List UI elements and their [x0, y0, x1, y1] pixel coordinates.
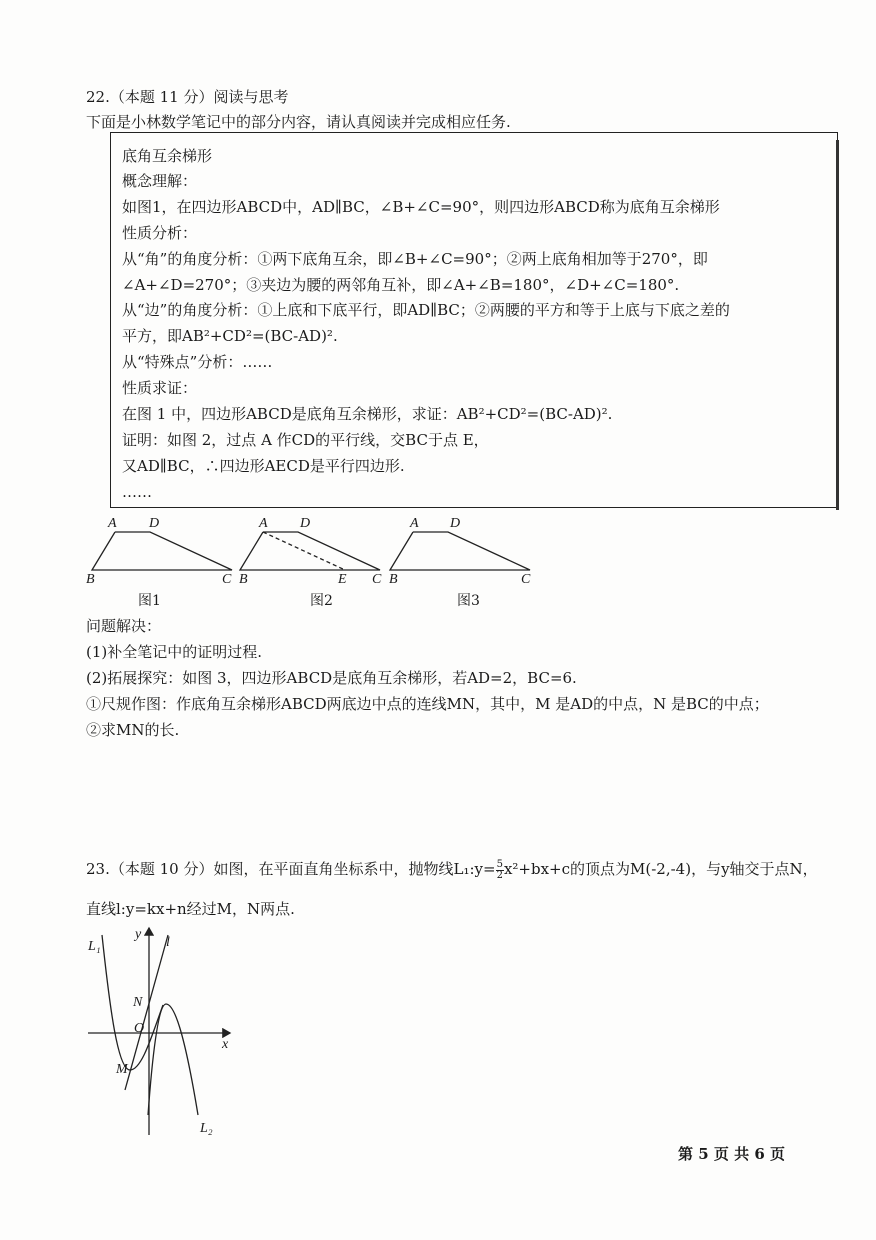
fig1-label-B: B: [86, 572, 95, 587]
label-N: N: [133, 995, 143, 1010]
line-l: [125, 935, 168, 1090]
note-line: 性质求证：: [122, 379, 198, 397]
figure-2-caption: 图2: [310, 593, 333, 609]
q23-graph: [80, 920, 250, 1145]
figure-3-trapezoid: [390, 532, 530, 570]
task-line: 问题解决：: [86, 617, 162, 635]
figure-2-trapezoid: [240, 532, 380, 570]
label-O: O: [134, 1021, 145, 1036]
label-x: x: [222, 1037, 229, 1052]
fig1-label-C: C: [222, 572, 232, 587]
label-l: l: [166, 935, 170, 950]
fig3-label-C: C: [521, 572, 531, 587]
fig3-label-B: B: [389, 572, 398, 587]
note-line: 性质分析：: [122, 224, 198, 242]
label-L1: L₁: [88, 939, 101, 954]
figure-1-trapezoid: [92, 532, 232, 570]
task-line: ①尺规作图：作底角互余梯形ABCD两底边中点的连线MN，其中，M 是AD的中点，N 是BC的中点；: [86, 695, 769, 713]
page-footer: 第 5 页 共 6 页: [678, 1145, 785, 1163]
task-line: ②求MN的长.: [86, 721, 180, 739]
q22-header: 22.（本题 11 分）阅读与思考: [86, 88, 289, 106]
q23-fraction: [496, 860, 504, 881]
label-y: y: [135, 927, 142, 942]
parabola-L2: [148, 1004, 198, 1115]
note-line: 从“边”的角度分析：①上底和下底平行，即AD∥BC；②两腰的平方和等于上底与下底之差的: [122, 301, 730, 319]
fig1-label-A: A: [108, 516, 117, 531]
fig3-label-A: A: [410, 516, 419, 531]
fig2-label-B: B: [239, 572, 248, 587]
label-M: M: [116, 1062, 128, 1077]
figure-3: [390, 532, 530, 570]
figure-2: [240, 532, 380, 570]
task-line: (2)拓展探究：如图 3，四边形ABCD是底角互余梯形，若AD=2，BC=6.: [86, 669, 577, 687]
q22-intro: 下面是小林数学笔记中的部分内容，请认真阅读并完成相应任务.: [86, 113, 511, 131]
note-line: 概念理解：: [122, 172, 198, 190]
label-L2: L₂: [200, 1121, 213, 1136]
note-line: ……: [122, 483, 152, 501]
note-line: 底角互余梯形: [122, 147, 213, 165]
fig2-label-C: C: [372, 572, 382, 587]
note-line: 从“角”的角度分析：①两下底角互余，即∠B+∠C=90°；②两上底角相加等于270°，即: [122, 250, 708, 268]
fig1-label-D: D: [149, 516, 160, 531]
q23-line1: [86, 858, 818, 881]
task-line: (1)补全笔记中的证明过程.: [86, 643, 263, 661]
figure-1-caption: 图1: [138, 593, 161, 609]
figure-1: [92, 532, 232, 570]
q23-frac-num: 5: [496, 858, 503, 870]
note-line: 证明：如图 2，过点 A 作CD的平行线，交BC于点 E，: [122, 431, 489, 449]
q23-line1-suffix: x²+bx+c的顶点为M(-2,-4)，与y轴交于点N，: [503, 860, 818, 878]
note-line: 从“特殊点”分析：……: [122, 353, 273, 371]
q23-frac-den: 2: [496, 869, 503, 881]
figure-3-caption: 图3: [457, 593, 480, 609]
fig3-label-D: D: [450, 516, 461, 531]
fig2-label-E: E: [338, 572, 347, 587]
note-line: 又AD∥BC，∴四边形AECD是平行四边形.: [122, 457, 405, 475]
figure-2-dashed-AE: [263, 532, 345, 570]
q23-line1-prefix: 23.（本题 10 分）如图，在平面直角坐标系中，抛物线L₁:y=: [86, 860, 496, 878]
q23-line2: 直线l:y=kx+n经过M，N两点.: [86, 900, 295, 918]
note-line: 在图 1 中，四边形ABCD是底角互余梯形，求证：AB²+CD²=(BC-AD)².: [122, 405, 613, 423]
fig2-label-D: D: [300, 516, 311, 531]
note-line: 如图1，在四边形ABCD中，AD∥BC，∠B+∠C=90°，则四边形ABCD称为底角互余梯形: [122, 198, 720, 216]
note-line: 平方，即AB²+CD²=(BC-AD)².: [122, 327, 338, 345]
fig2-label-A: A: [259, 516, 268, 531]
note-line: ∠A+∠D=270°；③夹边为腰的两邻角互补，即∠A+∠B=180°，∠D+∠C=180°.: [122, 276, 680, 294]
